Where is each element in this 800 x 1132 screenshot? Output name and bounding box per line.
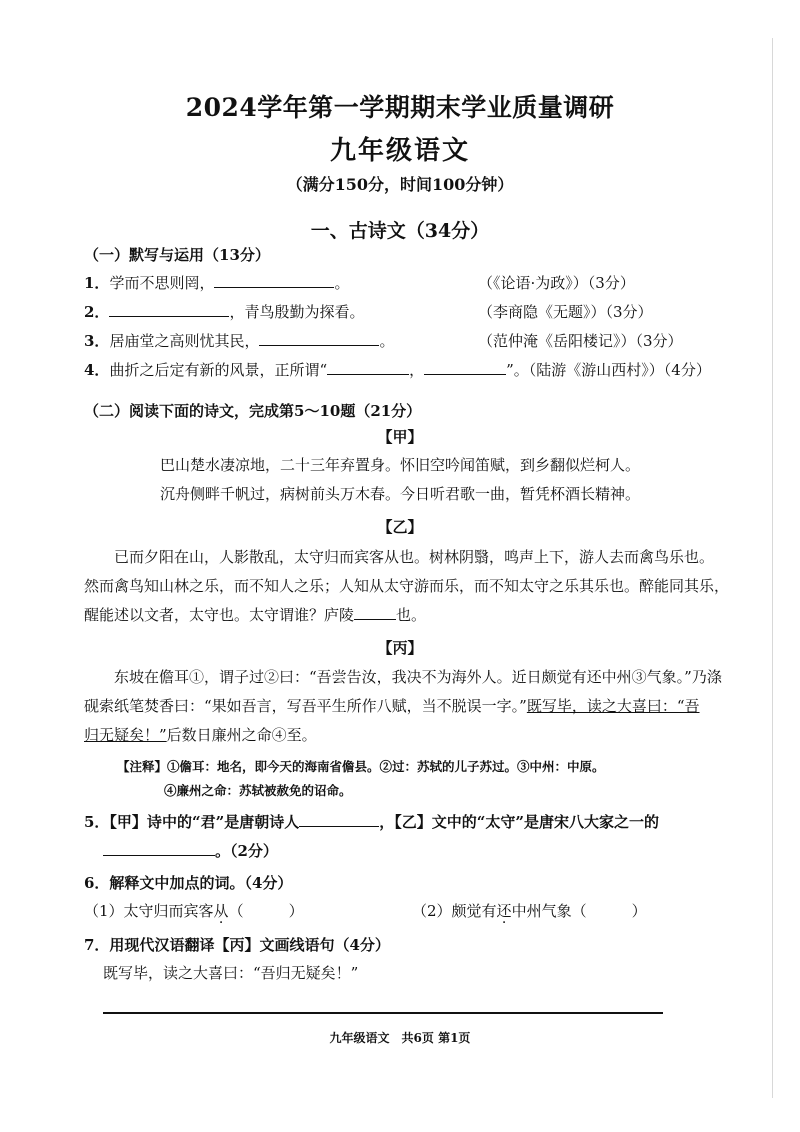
question-6-sub2 <box>412 900 647 921</box>
question-number: 3． <box>84 332 110 350</box>
question-1-source: （《论语·为政》）（3分） <box>478 274 635 292</box>
prose-text: 砚索纸笔焚香曰：“果如吾言，写吾平生所作八赋，当不脱误一字。” <box>84 697 527 715</box>
annotation-line: 【注释】①儋耳：地名，即今天的海南省儋县。②过：苏轼的儿子苏过。③中州：中原。 <box>117 759 605 774</box>
underlined-sentence: 归无疑矣！” <box>84 726 167 744</box>
question-3 <box>84 330 394 351</box>
prose-line: 然而禽鸟知山林之乐，而不知人之乐；人知从太守游而乐，而不知太守之乐其乐也。醉能同其乐， <box>84 577 730 595</box>
score-time-note: （满分150分，时间100分钟） <box>286 175 514 194</box>
question-text: 曲折之后定有新的风景，正所谓“ <box>109 361 328 379</box>
question-4 <box>84 359 711 380</box>
question-number: 4． <box>84 361 110 379</box>
question-text: 。 <box>334 274 350 292</box>
question-text: ，青鸟殷勤为探看。 <box>229 303 365 321</box>
part1-heading: （一）默写与运用（13分） <box>84 246 270 264</box>
exam-title: 2024学年第一学期期末学业质量调研 <box>185 93 615 122</box>
answer-blank[interactable] <box>259 331 379 346</box>
question-text: ， <box>409 361 425 379</box>
question-text: ，【乙】文中的“太守”是唐宋八大家之一的 <box>379 813 659 831</box>
question-text: 。 <box>379 332 395 350</box>
question-7-sentence: 既写毕，读之大喜曰：“吾归无疑矣！” <box>103 964 359 982</box>
answer-line[interactable] <box>103 1012 663 1014</box>
question-text: 居庙堂之高则忧其民， <box>109 332 260 350</box>
question-2 <box>84 301 364 322</box>
passage-jia-mark: 【甲】 <box>377 428 423 446</box>
question-3-source: （范仲淹《岳阳楼记》）（3分） <box>478 332 683 350</box>
answer-blank[interactable] <box>424 360 506 375</box>
passage-bing-mark: 【丙】 <box>377 639 423 657</box>
question-text: ”。（陆游《游山西村》）（4分） <box>506 361 711 379</box>
question-text: 学而不思则罔， <box>109 274 215 292</box>
page-edge-divider <box>772 38 773 1098</box>
question-6: 6．解释文中加点的词。（4分） <box>84 874 293 892</box>
answer-parentheses[interactable]: （ ） <box>228 902 304 920</box>
answer-blank[interactable] <box>299 812 379 827</box>
answer-blank[interactable] <box>103 841 215 856</box>
prose-text: 也。 <box>396 606 427 624</box>
page-footer: 九年级语文 共6页 第1页 <box>329 1031 471 1045</box>
underlined-sentence: 既写毕，读之大喜曰：“吾 <box>526 697 700 715</box>
prose-line <box>84 604 426 625</box>
prose-line <box>84 724 317 745</box>
answer-blank[interactable] <box>109 302 229 317</box>
answer-parentheses[interactable]: 中州气象（ ） <box>511 902 647 920</box>
prose-line: 东坡在儋耳①，谓子过②曰：“吾尝告汝，我决不为海外人。近日颇觉有还中州③气象。”乃涤 <box>114 668 722 686</box>
poem-line: 巴山楚水凄凉地，二十三年弃置身。怀旧空吟闻笛赋，到乡翻似烂柯人。 <box>159 456 640 474</box>
dotted-word: 还 <box>496 902 512 920</box>
question-text: 5．【甲】诗中的“君”是唐朝诗人 <box>84 813 300 831</box>
question-7: 7．用现代汉语翻译【丙】文画线语句（4分） <box>84 936 390 954</box>
question-2-source: （李商隐《无题》）（3分） <box>478 303 653 321</box>
question-5-cont <box>103 840 278 861</box>
question-number: 2． <box>84 303 110 321</box>
answer-blank[interactable] <box>354 605 396 620</box>
question-5 <box>84 811 659 832</box>
dotted-word: 从 <box>213 902 229 920</box>
annotation-line: ④廉州之命：苏轼被赦免的诏命。 <box>164 783 352 798</box>
prose-text: 醒能述以文者，太守也。太守谓谁？庐陵 <box>84 606 355 624</box>
prose-line: 已而夕阳在山，人影散乱，太守归而宾客从也。树林阴翳，鸣声上下，游人去而禽鸟乐也。 <box>114 548 715 566</box>
answer-blank[interactable] <box>214 273 334 288</box>
question-1 <box>84 272 349 293</box>
passage-yi-mark: 【乙】 <box>377 518 423 536</box>
subject-title: 九年级语文 <box>329 136 470 166</box>
prose-text: 后数日廉州之命④至。 <box>166 726 317 744</box>
question-text: （1）太守归而宾客 <box>84 902 214 920</box>
question-text: （2）颇觉有 <box>412 902 497 920</box>
answer-blank[interactable] <box>327 360 409 375</box>
section-heading: 一、古诗文（34分） <box>310 220 490 242</box>
question-text: 。（2分） <box>215 842 278 860</box>
part2-heading: （二）阅读下面的诗文，完成第5～10题（21分） <box>84 402 422 420</box>
poem-line: 沉舟侧畔千帆过，病树前头万木春。今日听君歌一曲，暂凭杯酒长精神。 <box>159 485 640 503</box>
question-number: 1． <box>84 274 110 292</box>
prose-line <box>84 695 700 716</box>
question-6-sub1 <box>84 900 304 921</box>
